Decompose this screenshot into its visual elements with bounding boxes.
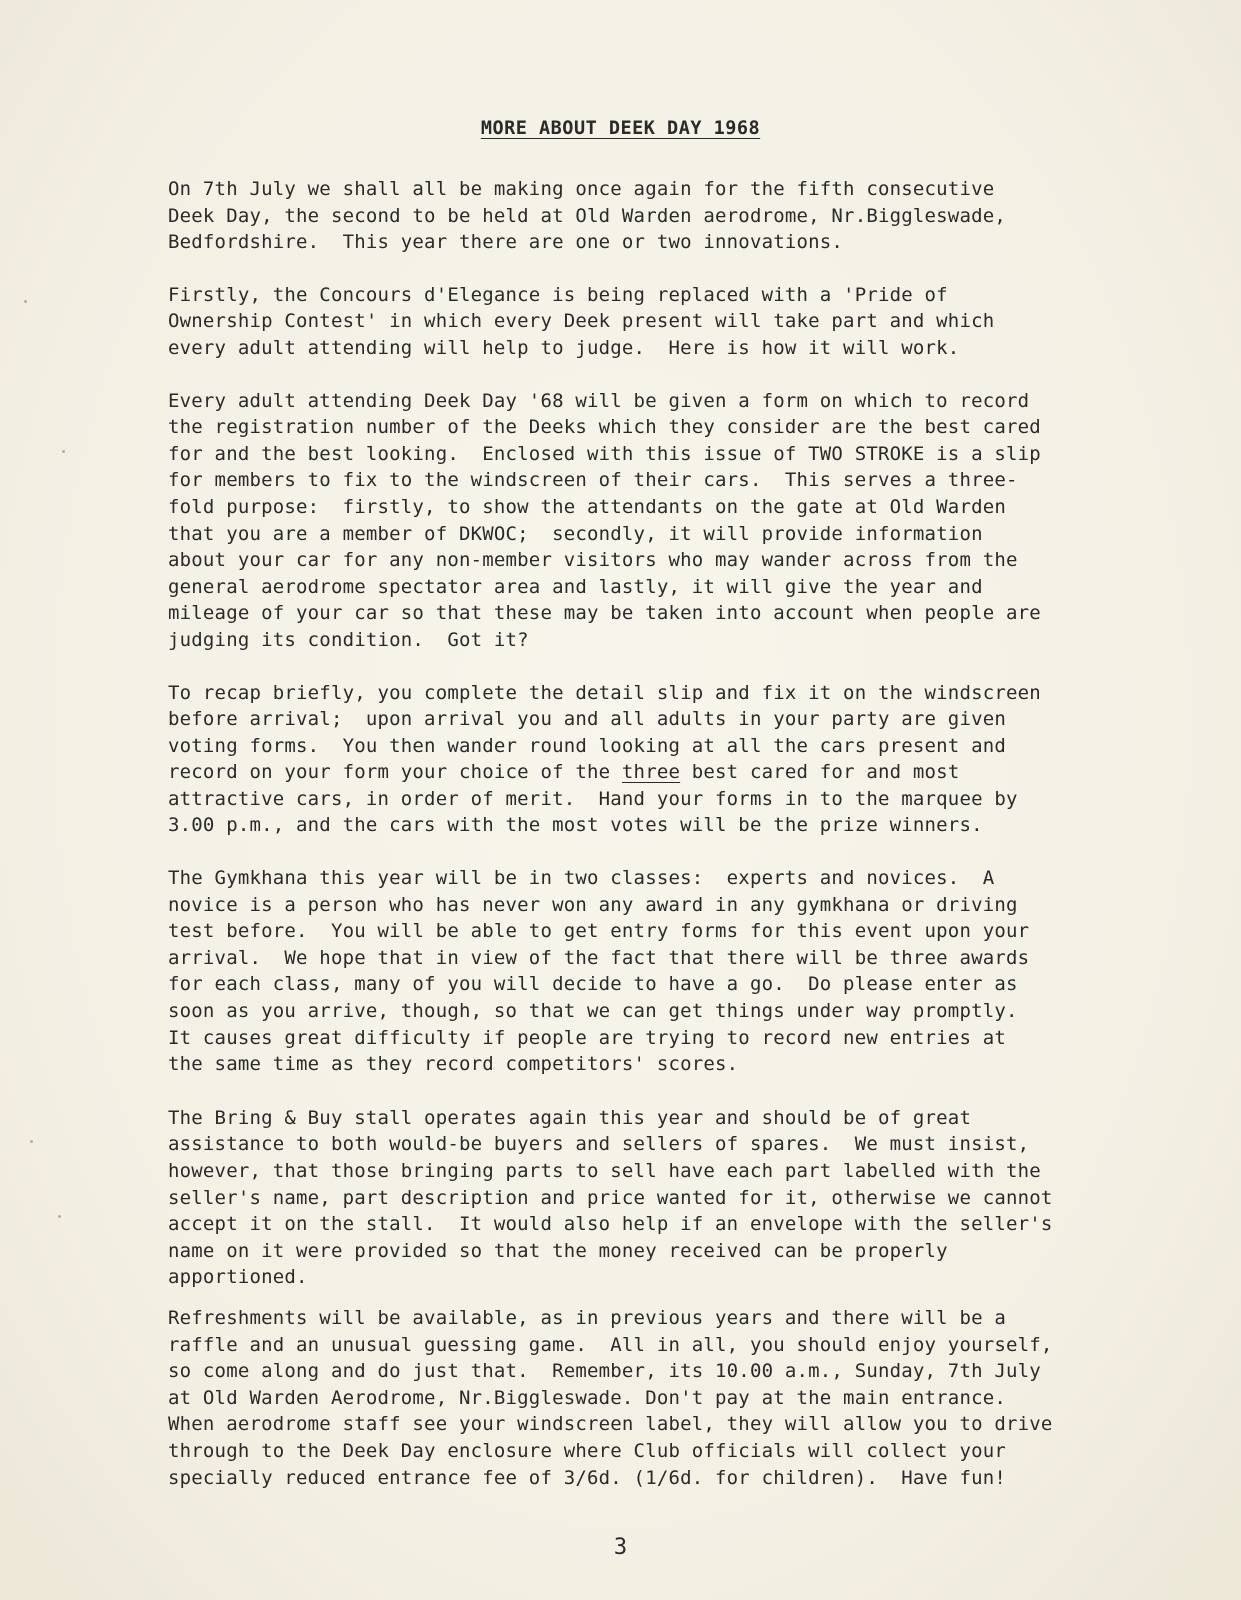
page-title xyxy=(0,118,1241,139)
page-number: 3 xyxy=(613,1535,628,1560)
paper-speck xyxy=(30,1140,33,1143)
paragraph-bring-and-buy: The Bring & Buy stall operates again this year and should be of great assistance to both would-be buyers and sellers of spares. We must insist, however, that those bringing parts to sell have each part labelled with the seller's name, part description and price wanted for it, otherwise we cannot accept it on the stall. It would also help if an envelope with the seller's name on it were provided so that the money received can be properly apportioned. xyxy=(168,1106,1053,1289)
paragraph-intro: On 7th July we shall all be making once again for the fifth consecutive Deek Day, the second to be held at Old Warden aerodrome, Nr.Biggleswade, Bedfordshire. This year there are one or two innovations. xyxy=(168,178,1007,254)
recap-emphasis: three xyxy=(621,761,681,784)
paragraph-refreshments: Refreshments will be available, as in previous years and there will be a raffle and an unusual guessing game. All in all, you should enjoy yourself, so come along and do just that. Remember, its 10.00 a.m., Sunday, 7th July at Old Warden Aerodrome, Nr.Biggleswade. Don't pay at the main entrance. When aerodrome staff see your windscreen label, they will allow you to drive through to the Deek Day enclosure where Club officials will collect your specially reduced entrance fee of 3/6d. (1/6d. for children). Have fun! xyxy=(168,1306,1053,1489)
body-text xyxy=(168,176,1178,1491)
paragraph-recap xyxy=(168,680,1178,840)
paragraph-voting-form: Every adult attending Deek Day '68 will be given a form on which to record the registration number of the Deeks which they consider are the best cared for and the best looking. Enclosed with this issue of TWO STROKE is a slip for members to fix to the windscreen of their cars. This serves a three- fold purpose: firstly, to show the attendants on the gate at Old Warden that you are a member of DKWOC; secondly, it will provide information about your car for any non-member visitors who may wander across from the general aerodrome spectator area and lastly, it will give the year and mileage of your car so that these may be taken into account when people are judging its condition. Got it? xyxy=(168,389,1041,651)
paper-speck xyxy=(62,450,65,453)
paragraph-pride-of-ownership: Firstly, the Concours d'Elegance is being replaced with a 'Pride of Ownership Contest' in which every Deek present will take part and which every adult attending will help to judge. Here is how it will work. xyxy=(168,283,995,359)
recap-text-before: To recap briefly, you complete the detail slip and fix it on the windscreen before arrival; upon arrival you and all adults in your party are given voting forms. You then wander round looking at all the cars present and record on your form your choice of the xyxy=(168,681,1041,784)
paragraph-gymkhana: The Gymkhana this year will be in two classes: experts and novices. A novice is a person who has never won any award in any gymkhana or driving test before. You will be able to get entry forms for this event upon your arrival. We hope that in view of the fact that there will be three awards for each class, many of you will decide to have a go. Do please enter as soon as you arrive, though, so that we can get things under way promptly. It causes great difficulty if people are trying to record new entries at the same time as they record competitors' scores. xyxy=(168,867,1030,1076)
paper-speck xyxy=(58,1215,61,1218)
page-title-text: MORE ABOUT DEEK DAY 1968 xyxy=(480,118,761,139)
recap-text-after: best cared for and most attractive cars, in order of merit. Hand your forms in to the marquee by 3.00 p.m., and the cars with the most votes will be the prize winners. xyxy=(168,761,1018,837)
paper-speck xyxy=(24,300,27,303)
